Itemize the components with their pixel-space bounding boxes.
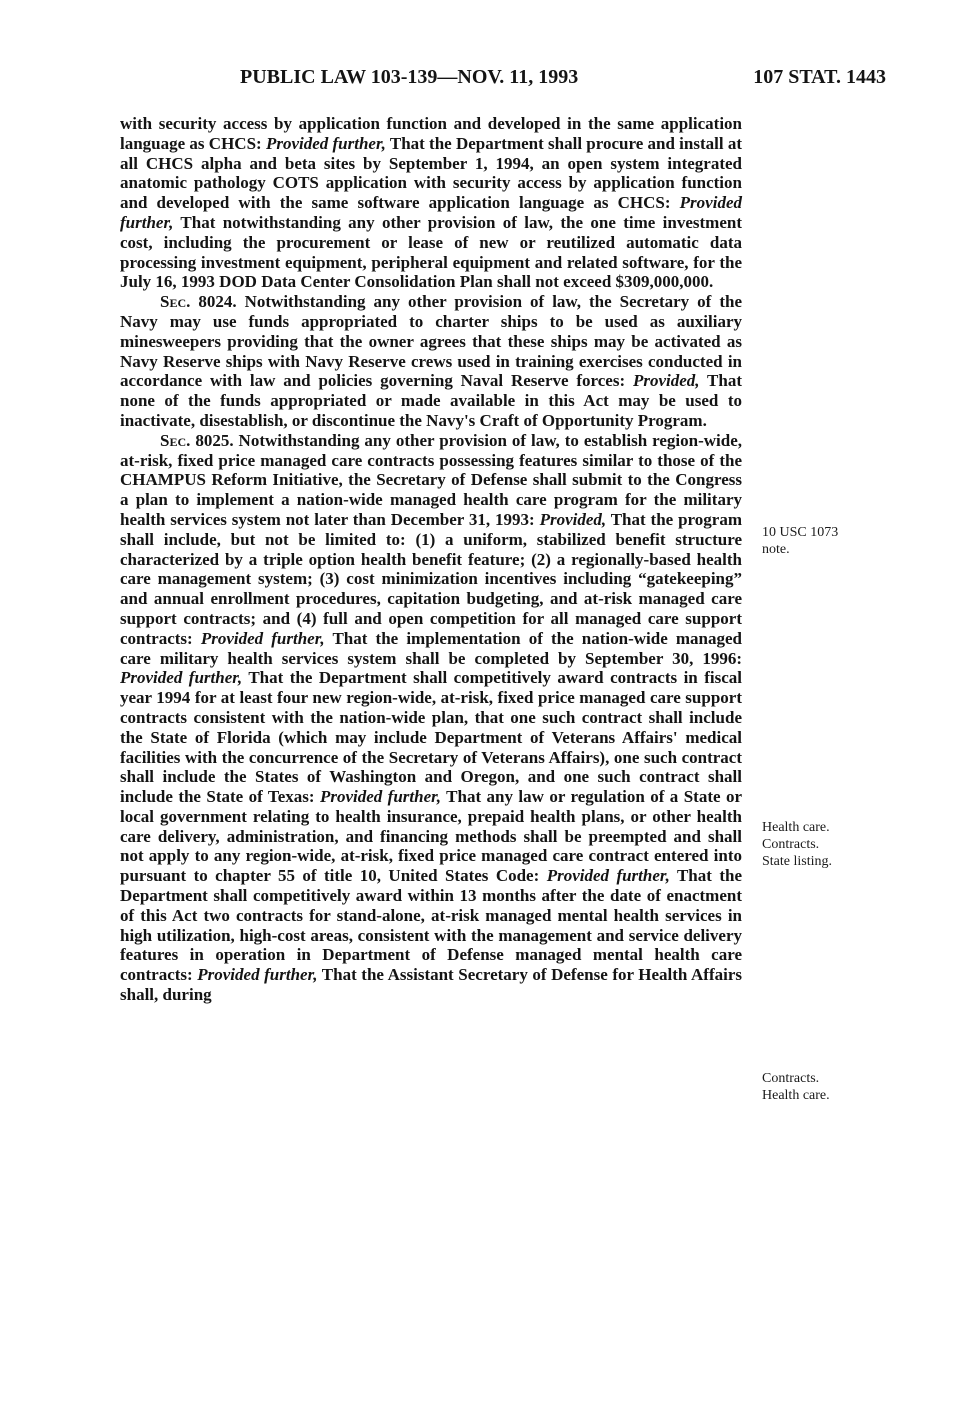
page-header — [120, 66, 886, 94]
section-8025: Sec. 8025. Notwithstanding any other provision of law, to establish region-wide, at-risk, fixed price managed care contracts possessing features similar to those of the CHAMPUS Reform Initiative, the Secretary of Defense shall submit to the Congress a plan to implement a nation-wide managed health care program for the military health services system not later than December 31, 1993: Provided, That the program shall include, but not be limited to: (1) a uniform, stabilized benefit structure characterized by a triple option health benefit feature; (2) a regionally-based health care management system; (3) cost minimization incentives including “gatekeeping” and annual enrollment procedures, capitation budgeting, and at-risk managed care support contracts; and (4) full and open competition for all managed care support contracts: Provided further, That the implementation of the nation-wide managed care military health services system shall be completed by September 30, 1996: Provided further, That the Department shall competitively award contracts in fiscal year 1994 for at least four new region-wide, at-risk, fixed price managed care support contracts consistent with the nation-wide plan, that one such contract shall include the State of Florida (which may include Department of Veterans Affairs' medical facilities with the concurrence of the Secretary of Veterans Affairs), one such contract shall include the States of Washington and Oregon, and one such contract shall include the State of Texas: Provided further, That any law or regulation of a State or local government relating to health insurance, prepaid health plans, or other health care delivery, administration, and financing methods shall be preempted and shall not apply to any region-wide, at-risk, fixed price managed care contract entered into pursuant to chapter 55 of title 10, United States Code: Provided further, That the Department shall competitively award within 13 months after the date of enactment of this Act two contracts for stand-alone, at-risk managed mental health services in high utilization, high-cost areas, consistent with the management and service delivery features in operation in Department of Defense managed mental health care contracts: Provided further, That the Assistant Secretary of Defense for Health Affairs shall, during — [120, 430, 743, 1005]
paragraph-continuation: with security access by application function and developed in the same application language as CHCS: Provided further, That the Department shall procure and install at all CHCS alpha and beta sites by September 1, 1994, an open system integrated anatomic pathology COTS application with security access by application function and developed with the same software application language as CHCS: Provided further, That notwithstanding any other provision of law, the one time investment cost, including the procurement or lease of new or reutilized automatic data processing investment equipment, peripheral equipment and related software, for the July 16, 1993 DOD Data Center Consolidation Plan shall not exceed $309,000,000. — [120, 114, 742, 292]
margin-note-health-care: Health care. Contracts. State listing. — [762, 820, 832, 869]
margin-note-contracts: Contracts. Health care. — [762, 1071, 830, 1103]
law-title: PUBLIC LAW 103-139—NOV. 11, 1993 — [240, 66, 579, 88]
margin-note-usc: 10 USC 1073 note. — [762, 525, 839, 557]
stat-reference: 107 STAT. 1443 — [753, 66, 886, 88]
section-8024: Sec. 8024. Notwithstanding any other provision of law, the Secretary of the Navy may use funds appropriated to charter ships to be used as auxiliary minesweepers providing that the owner agrees that these ships may be activated as Navy Reserve ships with Navy Reserve crews used in training exercises conducted in accordance with law and policies governing Naval Reserve forces: Provided, That none of the funds appropriated or made available in this Act may be used to inactivate, disestablish, or discontinue the Navy's Craft of Opportunity Program. — [120, 292, 742, 430]
law-text — [120, 114, 742, 1005]
